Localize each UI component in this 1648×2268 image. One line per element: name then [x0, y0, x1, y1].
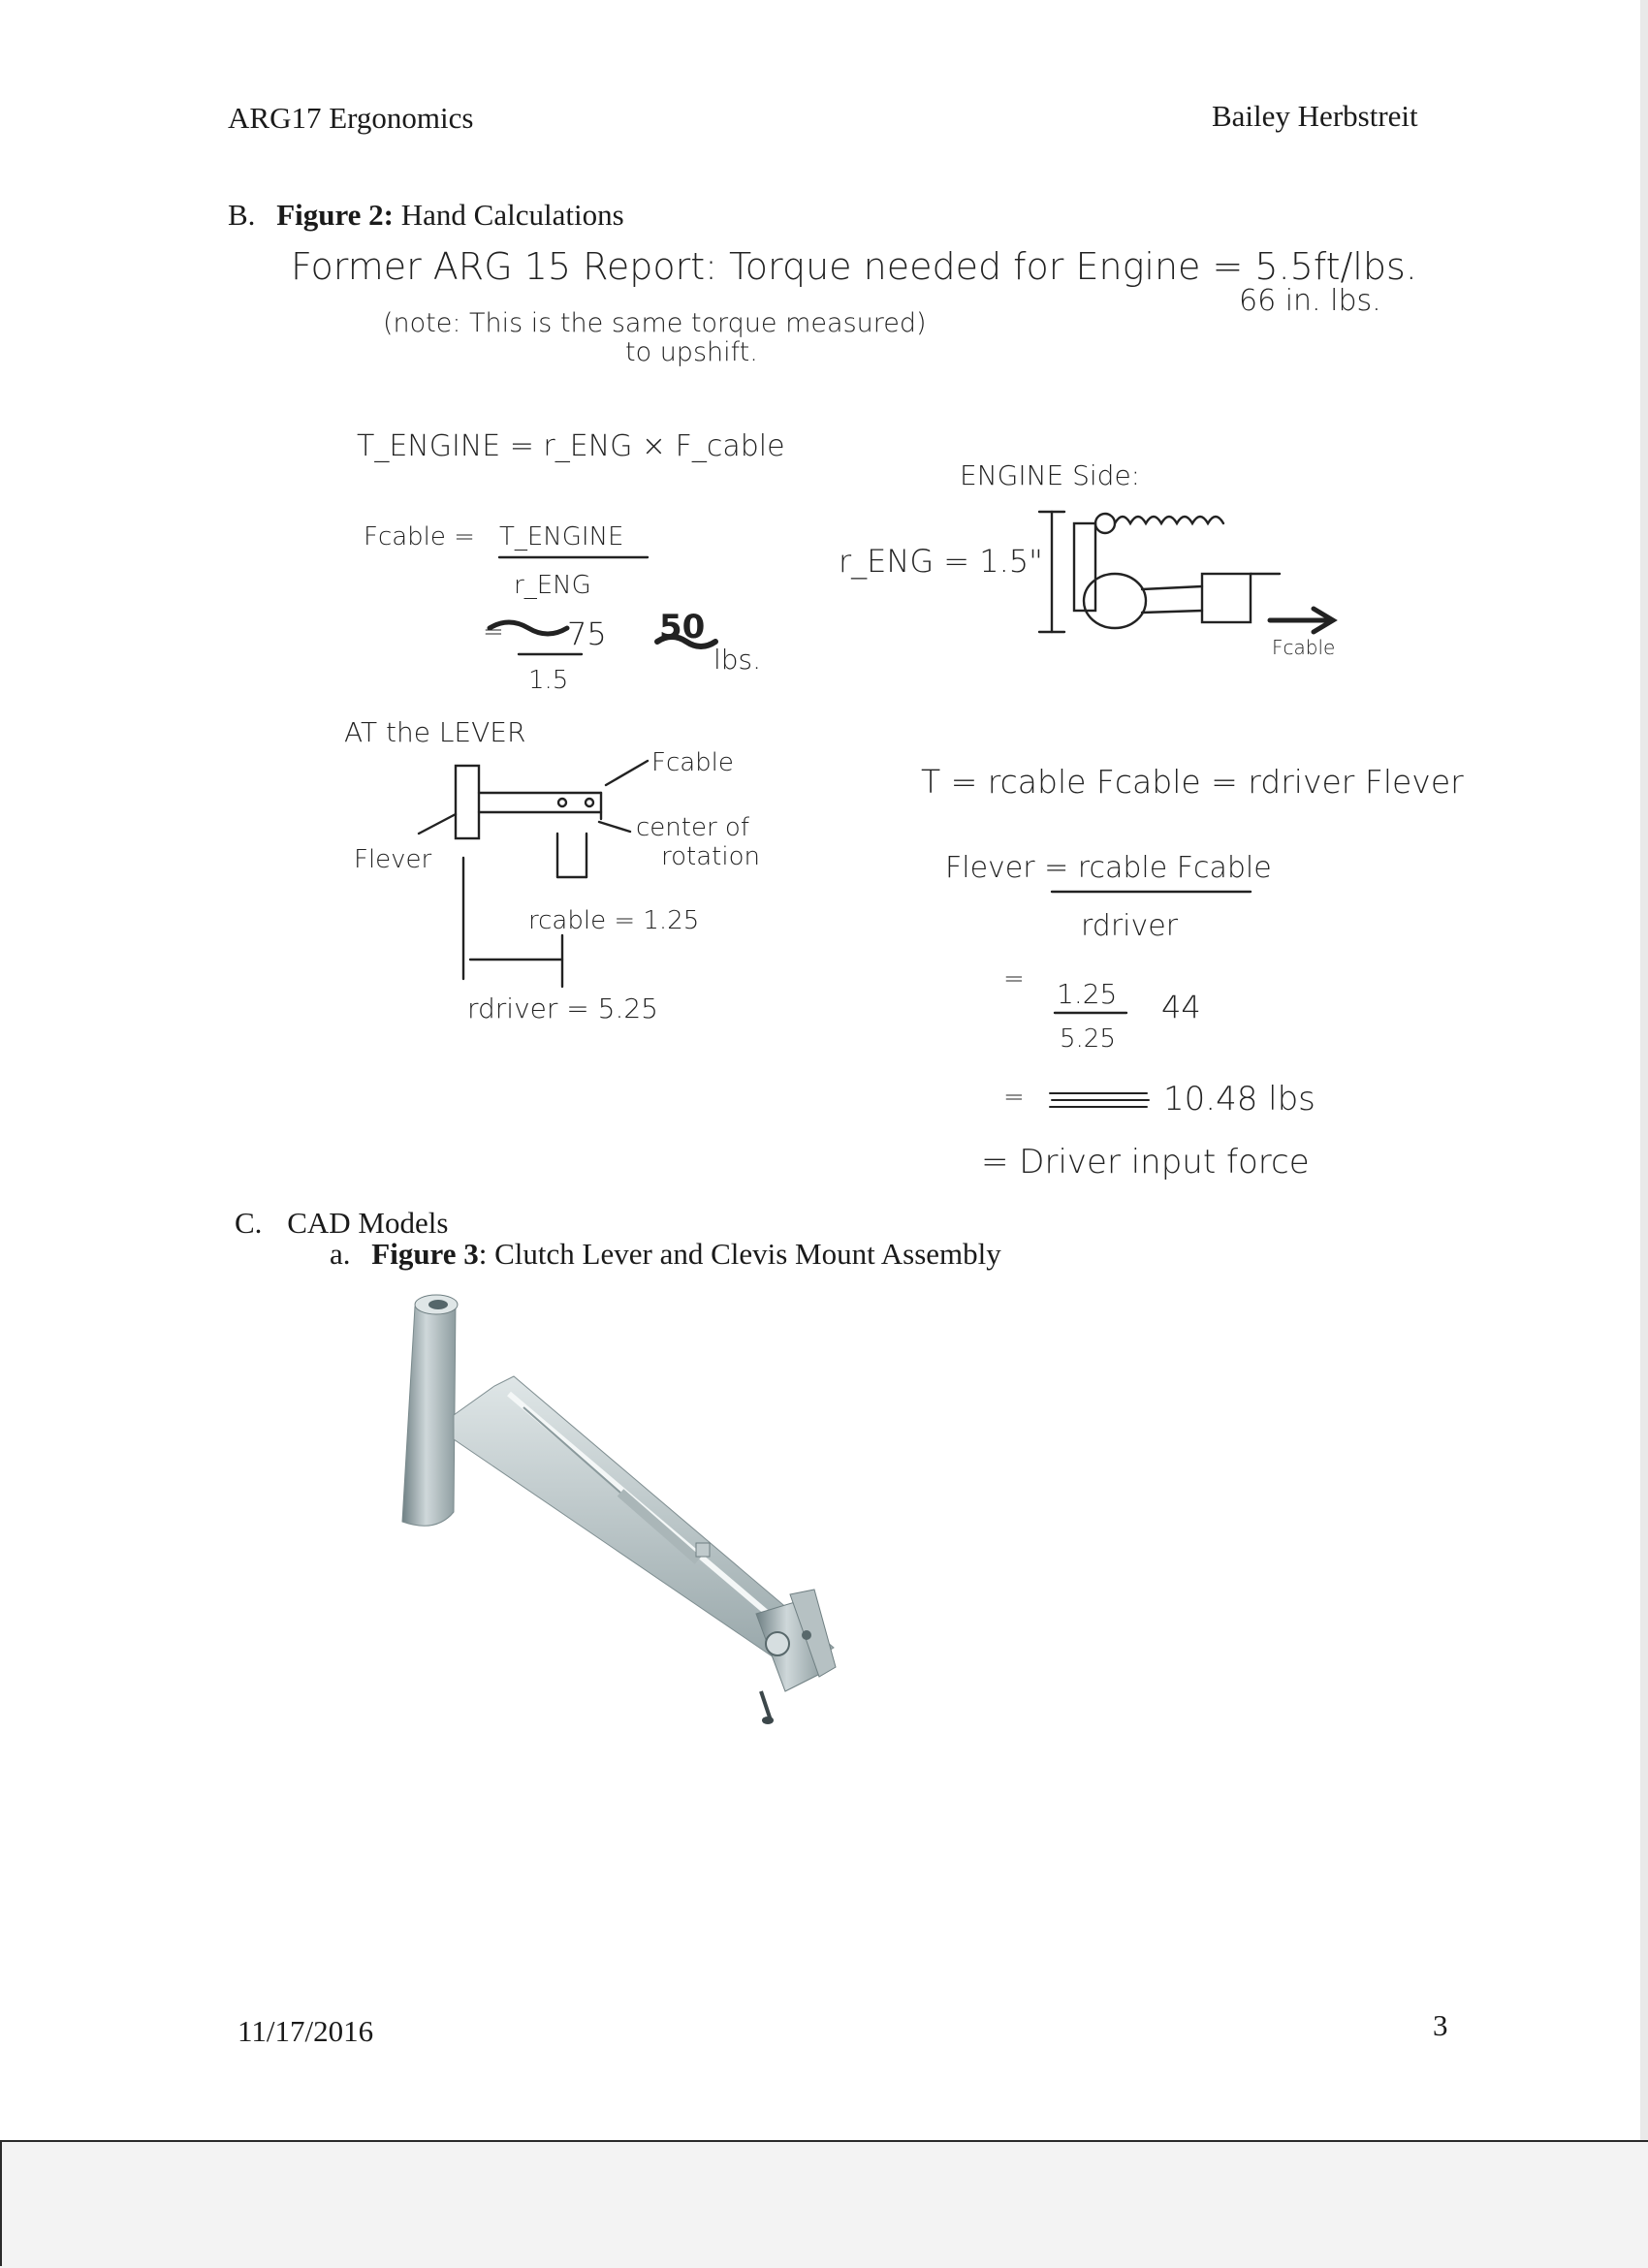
footer-date: 11/17/2016 [238, 2014, 374, 2048]
engine-arm-bottom [1142, 611, 1202, 613]
engine-drum [1084, 574, 1146, 628]
num-44: 44 [1161, 989, 1201, 1025]
engine-pivot [1095, 514, 1115, 533]
r-eng-value: r_ENG = 1.5" [839, 543, 1043, 580]
flever-pointer [419, 814, 456, 834]
engine-connector [1202, 574, 1251, 622]
eq-torque-engine: T_ENGINE = r_ENG × F_cable [357, 429, 785, 463]
calc-num: 75 [567, 615, 607, 652]
lever-tube [402, 1301, 456, 1526]
cable-arrow-label: Fcable [1272, 636, 1336, 659]
equals-sign-3: = [1003, 1083, 1025, 1112]
figure-2-label: Figure 2: [276, 198, 395, 232]
lever-hole-2 [586, 799, 593, 806]
footer-page-number: 3 [1433, 2008, 1448, 2042]
calc-unit: lbs. [713, 644, 762, 676]
equals-sign-2: = [1003, 964, 1025, 993]
flever-den: rdriver [1081, 909, 1179, 943]
scan-left-border [0, 2140, 2, 2266]
figure-3-title: : Clutch Lever and Clevis Mount Assembly [478, 1237, 1001, 1271]
hand-note-2: to upshift. [625, 337, 758, 367]
scan-bottom-margin [0, 2140, 1648, 2268]
r-cable-value: rcable = 1.25 [528, 906, 700, 935]
strike-scribble-3 [1050, 1093, 1149, 1107]
num-125: 1.25 [1057, 978, 1118, 1010]
equals-sign: = [483, 617, 504, 646]
center-label-2: rotation [661, 842, 760, 871]
engine-side-label: ENGINE Side: [960, 459, 1141, 491]
section-b-letter: B. [228, 198, 256, 232]
clevis-bolt-head [766, 1632, 789, 1655]
frac-den: r_ENG [514, 571, 591, 600]
clevis-bolt-shank [761, 1691, 771, 1720]
f-cable-label: Fcable = [364, 522, 475, 551]
figure-3-label: Figure 3 [371, 1237, 479, 1271]
hand-note-1: (note: This is the same torque measured) [383, 308, 927, 338]
engine-arm-top [1142, 586, 1202, 589]
clutch-lever-cad-render [378, 1279, 979, 1735]
at-lever-label: AT the LEVER [344, 716, 526, 748]
center-label-1: center of [636, 813, 749, 842]
lever-tube-bore [428, 1300, 448, 1309]
section-c-title: CAD Models [287, 1206, 449, 1240]
driver-input-force: = Driver input force [981, 1143, 1310, 1181]
section-c-heading [235, 1206, 448, 1241]
torque-balance-eq: T = rcable Fcable = rdriver Flever [921, 763, 1464, 801]
num-525: 5.25 [1060, 1024, 1116, 1054]
figure-2-title: Hand Calculations [400, 198, 624, 232]
lever-stop-block [696, 1543, 710, 1557]
lever-grip [456, 766, 479, 838]
lever-fcable-label: Fcable [651, 748, 734, 777]
frac-num: T_ENGINE [499, 522, 624, 551]
hand-line-former-report: Former ARG 15 Report: Torque needed for Engine = 5.5ft/lbs. [291, 245, 1417, 288]
subsection-a-letter: a. [330, 1237, 351, 1271]
engine-cable-spring [1115, 517, 1223, 523]
clevis-bolt-nut [762, 1717, 774, 1724]
r-driver-value: rdriver = 5.25 [467, 992, 658, 1024]
fcable-pointer [606, 761, 648, 785]
section-c-letter: C. [235, 1206, 263, 1240]
result-lbs: 10.48 lbs [1163, 1080, 1315, 1118]
flever-eq: Flever = rcable Fcable [945, 851, 1272, 885]
flever-label: Flever [354, 845, 432, 874]
clevis-pin [802, 1630, 811, 1640]
lever-hole-1 [558, 799, 566, 806]
header-title: ARG17 Ergonomics [228, 101, 474, 135]
calc-den: 1.5 [528, 666, 569, 695]
figure-3-caption [330, 1237, 1001, 1272]
header-author: Bailey Herbstreit [1212, 99, 1418, 133]
hand-line-66inlbs: 66 in. lbs. [1239, 284, 1381, 318]
scan-page-edge [1640, 0, 1648, 2140]
center-pointer [599, 822, 630, 832]
calc-result: 50 [659, 608, 706, 646]
